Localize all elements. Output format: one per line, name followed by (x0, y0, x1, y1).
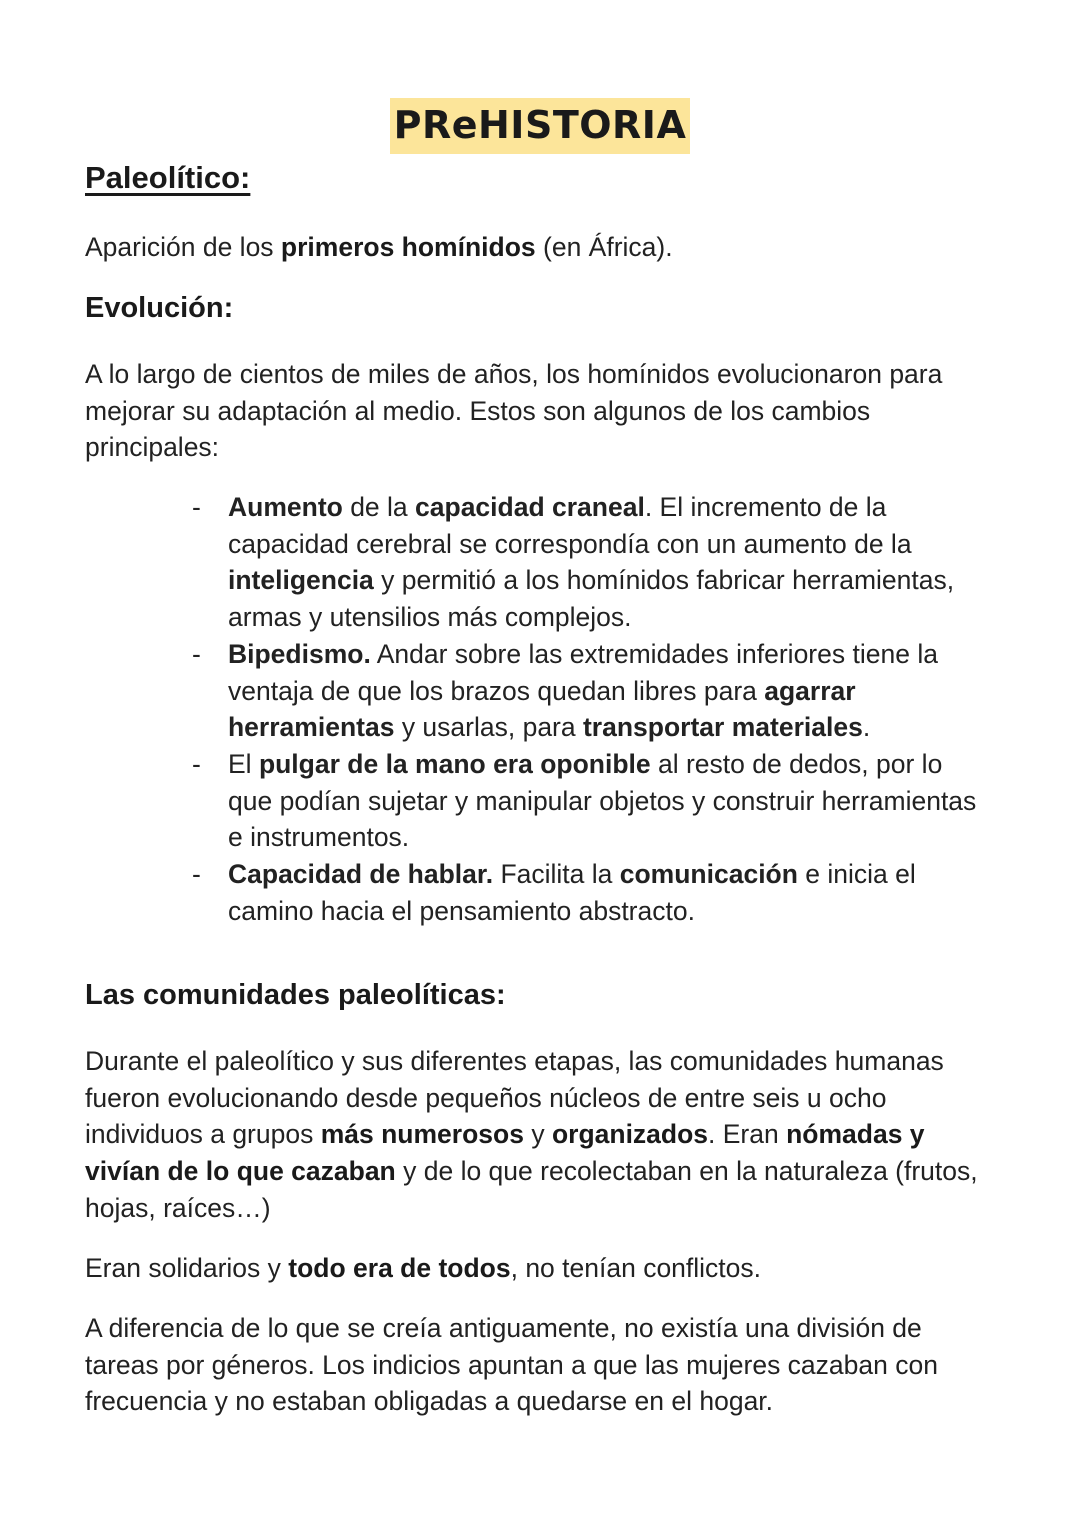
text-run: . (862, 712, 871, 743)
evolution-changes-list (190, 489, 990, 929)
text-run: . El incremento de la capacidad cerebral se correspondía con un aumento de la (228, 492, 912, 559)
text-run: , no tenían conflictos. (510, 1253, 762, 1283)
bold-run: Capacidad de hablar. (228, 859, 494, 890)
bold-run: Bipedismo. (228, 638, 371, 669)
list-item-pulgar (190, 746, 990, 856)
bullet-dash: - (192, 859, 201, 890)
bold-run: nómadas y vivían de lo que cazaban (85, 1119, 925, 1187)
title-container (0, 98, 1080, 154)
bold-run: transportar materiales (582, 712, 863, 743)
heading-comunidades: Las comunidades paleolíticas: (85, 979, 506, 1011)
text-run: Facilita la (493, 859, 620, 890)
bold-run: inteligencia (228, 565, 374, 596)
bold-run: primeros homínidos (280, 232, 536, 262)
bullet-dash: - (192, 492, 201, 522)
text-run: al resto de dedos, por lo que podían sujetar y manipular objetos y construir herramientas e instrumentos. (228, 748, 977, 853)
text-run: e inicia el camino hacia el pensamiento abstracto. (228, 859, 916, 926)
bold-run: capacidad craneal (415, 492, 645, 522)
text-run: . Eran (708, 1119, 787, 1150)
text-run: y usarlas, para (394, 712, 583, 743)
text-run: Durante el paleolítico y sus diferentes etapas, las comunidades humanas fueron evolucionando desde pequeños núcleos de entre seis u ocho individuos a grupos (85, 1046, 944, 1150)
list-item-bipedismo (190, 636, 990, 746)
bold-run: pulgar de la mano era oponible (258, 748, 651, 779)
bullet-dash: - (192, 748, 201, 779)
bold-run: todo era de todos (288, 1253, 511, 1283)
paragraph-evolucion: A lo largo de cientos de miles de años, los homínidos evolucionaron para mejorar su adaptación al medio. Estos son algunos de los cambios principales: (85, 359, 943, 463)
list-item-aumento (190, 489, 990, 636)
paragraph-comunidades (85, 1043, 995, 1227)
text-run: y permitió a los homínidos fabricar herramientas, armas y utensilios más complejos. (228, 565, 955, 633)
text-run: Aparición de los (85, 232, 281, 262)
heading-evolucion: Evolución: (85, 292, 234, 324)
bullet-dash: - (192, 638, 201, 669)
bold-run: más numerosos (320, 1119, 524, 1150)
text-run: El (228, 748, 259, 779)
bold-run: agarrar herramientas (228, 675, 856, 743)
bold-run: organizados (551, 1119, 709, 1150)
text-run: de la (342, 492, 416, 522)
text-run: Andar sobre las extremidades inferiores tiene la ventaja de que los brazos quedan libres para (228, 638, 938, 706)
bold-run: Aumento (228, 492, 343, 522)
paragraph-division-tareas: A diferencia de lo que se creía antiguamente, no existía una división de tareas por géneros. Los indicios apuntan a que las mujeres cazaban con frecuencia y no estaban obligadas a quedarse en el hogar. (85, 1313, 938, 1417)
paragraph-aparicion (85, 229, 995, 266)
text-run: Eran solidarios y (85, 1253, 289, 1283)
text-run: y (523, 1119, 552, 1150)
paragraph-solidarios (85, 1250, 995, 1287)
heading-paleolitico: Paleolítico: (85, 160, 251, 195)
list-item-hablar (190, 856, 990, 929)
page-title: PRеHISTORIA (390, 98, 691, 154)
text-run: y de lo que recolectaban en la naturaleza (frutos, hojas, raíces…) (85, 1156, 978, 1223)
bold-run: comunicación (619, 859, 798, 890)
text-run: (en África). (535, 232, 673, 262)
